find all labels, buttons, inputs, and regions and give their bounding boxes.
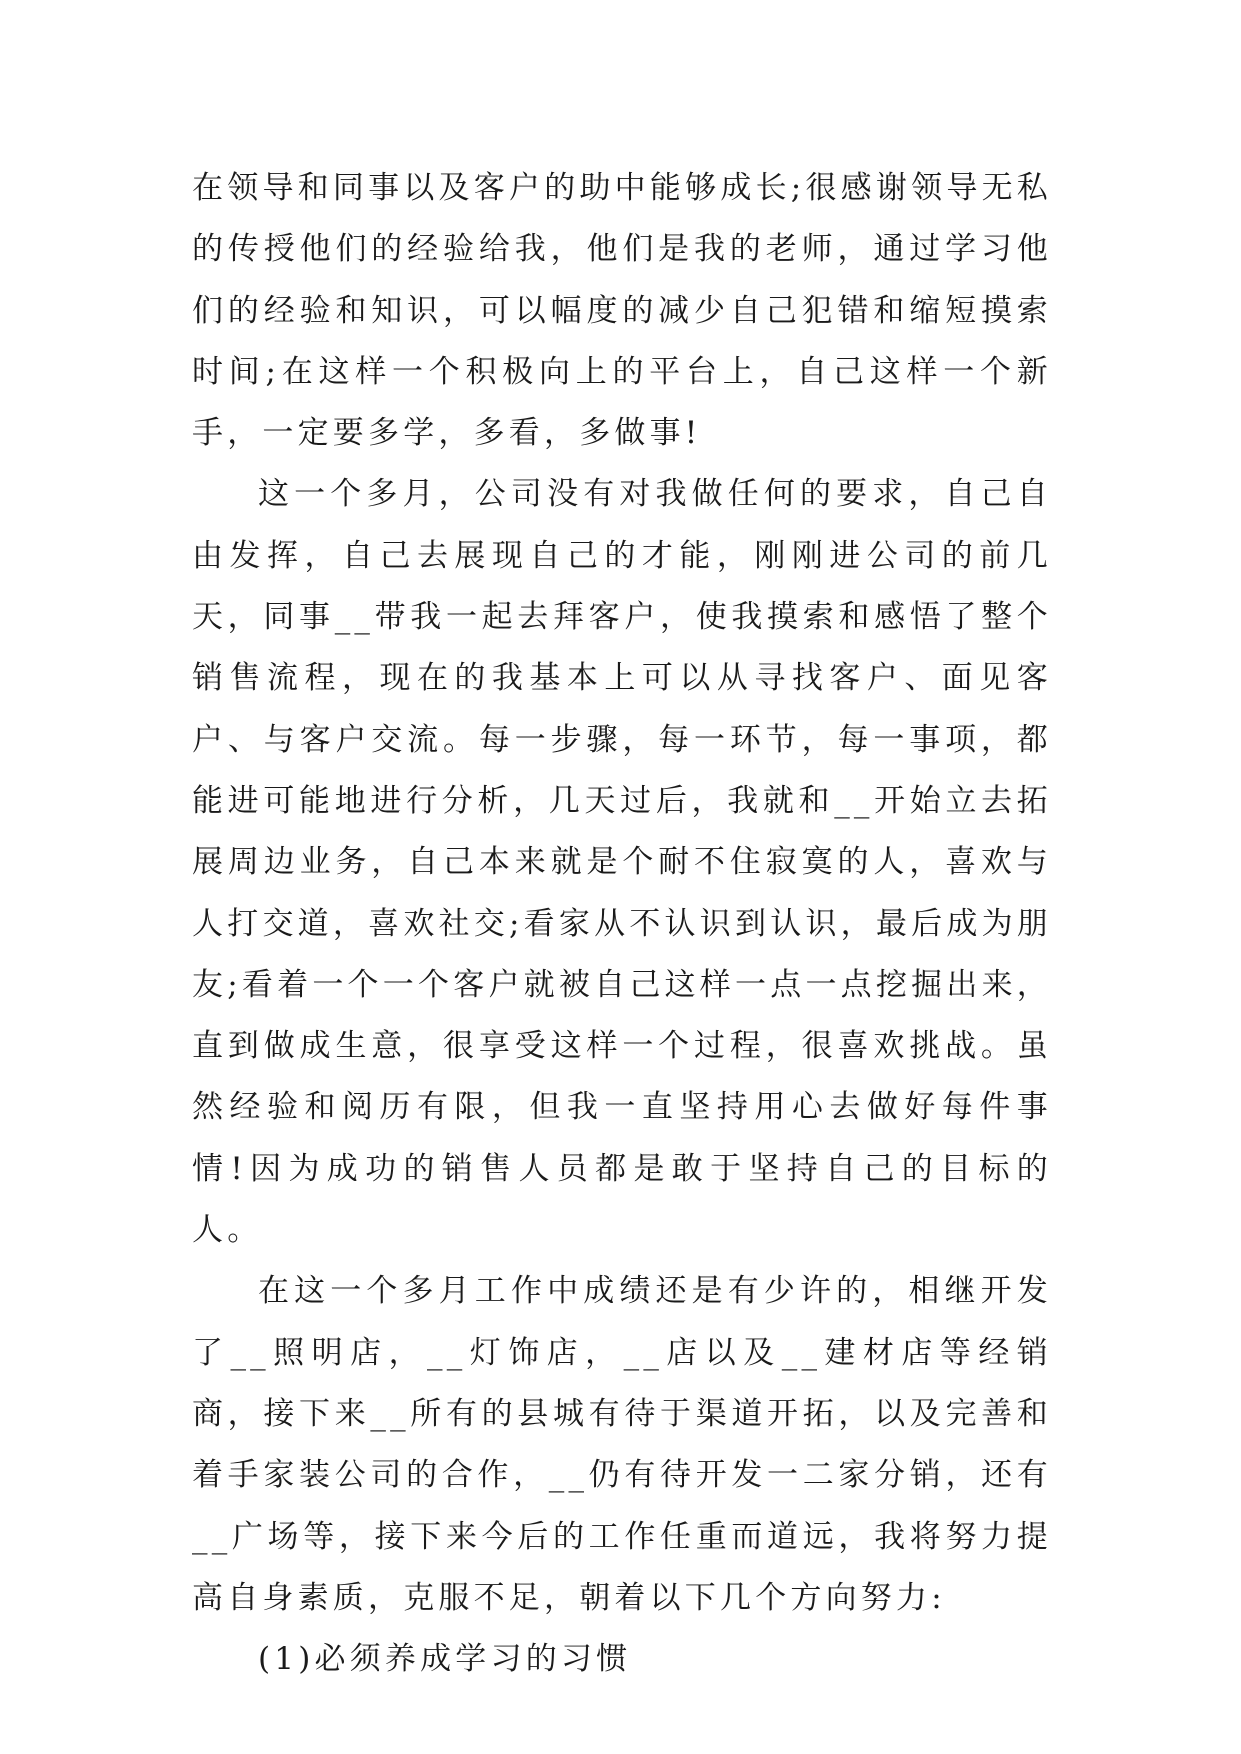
paragraph-1: 在领导和同事以及客户的助中能够成长;很感谢领导无私的传授他们的经验给我，他们是我的老师，通过学习他们的经验和知识，可以幅度的减少自己犯错和缩短摸索时间;在这样一个积极向上的平台上，自己这样一个新手，一定要多学，多看，多做事! (192, 170, 1052, 452)
paragraph-4: (1)必须养成学习的习惯 (258, 1641, 632, 1678)
paragraph-3: 在这一个多月工作中成绩还是有少许的，相继开发了__照明店，__灯饰店，__店以及__建材店等经销商，接下来__所有的县城有待于渠道开拓，以及完善和着手家装公司的合作，__仍有待开发一二家分销，还有__广场等，接下来今后的工作任重而道远，我将努力提高自身素质，克服不足，朝着以下几个方向努力: (192, 1273, 1052, 1616)
paragraph-2: 这一个多月，公司没有对我做任何的要求，自己自由发挥，自己去展现自己的才能，刚刚进公司的前几天，同事__带我一起去拜客户，使我摸索和感悟了整个销售流程，现在的我基本上可以从寻找客户、面见客户、与客户交流。每一步骤，每一环节，每一事项，都能进可能地进行分析，几天过后，我就和__开始立去拓展周边业务，自己本来就是个耐不住寂寞的人，喜欢与人打交道，喜欢社交;看家从不认识到认识，最后成为朋友;看着一个一个客户就被自己这样一点一点挖掘出来，直到做成生意，很享受这样一个过程，很喜欢挑战。虽然经验和阅历有限，但我一直坚持用心去做好每件事情!因为成功的销售人员都是敢于坚持自己的目标的人。 (192, 476, 1052, 1249)
document-body (192, 158, 1052, 1690)
